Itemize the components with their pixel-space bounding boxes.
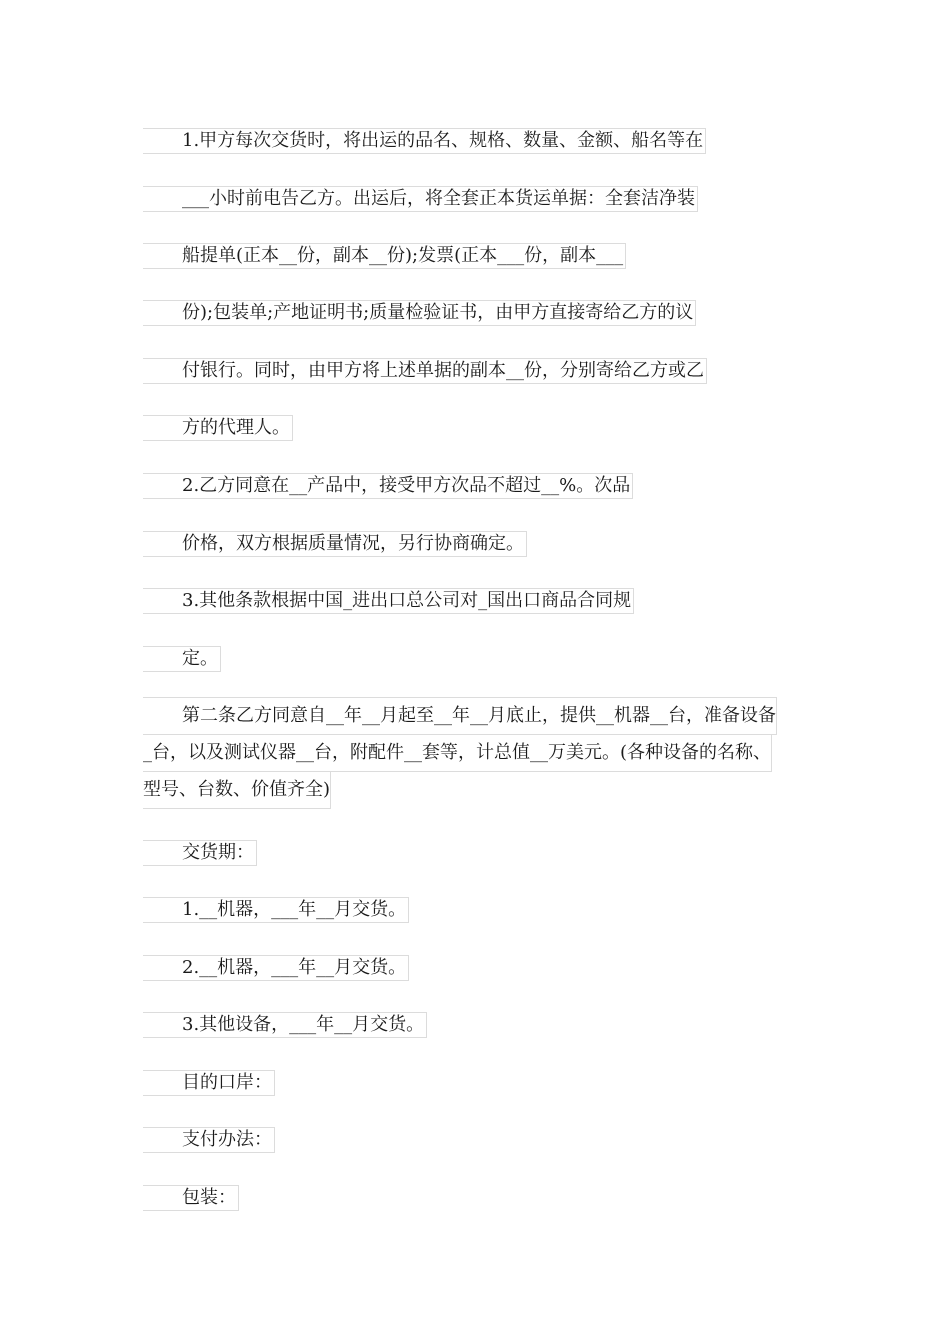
article-2-paragraph bbox=[143, 697, 807, 809]
payment-method-label: 支付办法： bbox=[143, 1127, 275, 1153]
delivery-item: 2.__机器，___年__月交货。 bbox=[143, 955, 409, 981]
destination-port-label: 目的口岸： bbox=[143, 1070, 275, 1096]
text-line: 方的代理人。 bbox=[143, 415, 293, 441]
text-line: 定。 bbox=[143, 646, 221, 672]
text-line: 价格，双方根据质量情况，另行协商确定。 bbox=[143, 531, 527, 557]
packaging-label: 包装： bbox=[143, 1185, 239, 1211]
text-line: ___小时前电告乙方。出运后，将全套正本货运单据：全套洁净装 bbox=[143, 186, 698, 212]
text-line: 3.其他条款根据中国_进出口总公司对_国出口商品合同规 bbox=[143, 588, 634, 614]
paragraph-row: _台，以及测试仪器__台，附配件__套等，计总值__万美元。(各种设备的名称、 bbox=[143, 735, 772, 772]
delivery-item: 3.其他设备，___年__月交货。 bbox=[143, 1012, 427, 1038]
delivery-item: 1.__机器，___年__月交货。 bbox=[143, 897, 409, 923]
text-line: 2.乙方同意在__产品中，接受甲方次品不超过__%。次品 bbox=[143, 473, 633, 499]
text-line: 1.甲方每次交货时，将出运的品名、规格、数量、金额、船名等在 bbox=[143, 128, 706, 154]
text-line: 付银行。同时，由甲方将上述单据的副本__份，分别寄给乙方或乙 bbox=[143, 358, 707, 384]
text-line: 份);包装单;产地证明书;质量检验证书，由甲方直接寄给乙方的议 bbox=[143, 300, 696, 326]
delivery-period-label: 交货期： bbox=[143, 840, 257, 866]
text-line: 船提单(正本__份，副本__份);发票(正本___份，副本___ bbox=[143, 243, 626, 269]
paragraph-row: 第二条乙方同意自__年__月起至__年__月底止，提供__机器__台，准备设备 bbox=[143, 697, 777, 735]
paragraph-row: 型号、台数、价值齐全) bbox=[143, 772, 331, 809]
